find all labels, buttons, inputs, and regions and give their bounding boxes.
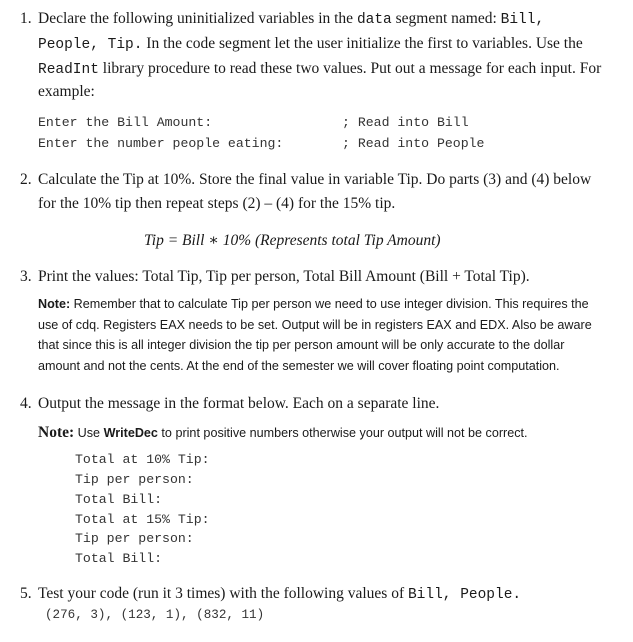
text: library procedure to read these two values. Put out a message for each input. For	[98, 60, 602, 77]
item-3-number: 3.	[20, 268, 32, 285]
item-1-line-3	[38, 60, 601, 78]
item-4-note	[38, 424, 528, 442]
code-comment: ; Read into People	[342, 136, 485, 151]
item-1-line-4: example:	[38, 83, 95, 100]
code-bill: Bill,	[500, 12, 545, 28]
output-line: Tip per person:	[75, 472, 194, 487]
note-line-1	[38, 297, 589, 311]
writedec-label: WriteDec	[103, 426, 158, 440]
item-5-number: 5.	[20, 585, 32, 602]
code-line-left: Enter the Bill Amount:	[38, 115, 213, 130]
output-line: Total Bill:	[75, 492, 163, 507]
item-1-number: 1.	[20, 10, 32, 27]
note-line-4: amount and not the cents. At the end of the semester we will cover floating point computation.	[38, 359, 560, 373]
code-readint: ReadInt	[38, 62, 99, 78]
code-line-left: Enter the number people eating:	[38, 136, 284, 151]
item-1-line-2	[38, 35, 583, 53]
note-line-2: use of cdq. Registers EAX needs to be set. Output will be in registers EAX and EDX. Also be aware	[38, 318, 592, 332]
test-values: (276, 3), (123, 1), (832, 11)	[45, 608, 265, 622]
text: Declare the following uninitialized variables in the	[38, 10, 357, 27]
text: to print positive numbers otherwise your output will not be correct.	[157, 426, 528, 440]
text: Test your code (run it 3 times) with the following values of	[38, 585, 408, 602]
output-line: Total at 15% Tip:	[75, 512, 210, 527]
note-label: Note:	[38, 424, 75, 441]
output-line: Total Bill:	[75, 551, 163, 566]
text: Use	[74, 426, 104, 440]
item-2-line-2: for the 10% tip then repeat steps (2) – (4) for the 15% tip.	[38, 195, 396, 212]
output-line: Total at 10% Tip:	[75, 452, 210, 467]
note-label: Note:	[38, 297, 71, 311]
item-1-line-1	[38, 10, 544, 28]
text: Remember that to calculate Tip per person we need to use integer division. This requires the	[70, 297, 589, 311]
text: segment named:	[391, 10, 501, 27]
item-4-line-1: Output the message in the format below. Each on a separate line.	[38, 395, 440, 412]
item-5-line-1	[38, 585, 521, 603]
item-2-number: 2.	[20, 171, 32, 188]
note-line-3: that since this is all integer division the tip per person amount will be only accurate to the dollar	[38, 338, 565, 352]
code-data: data	[356, 12, 392, 28]
code-bill-people: Bill, People.	[407, 587, 522, 603]
tip-formula: Tip = Bill ∗ 10% (Represents total Tip Amount)	[144, 232, 441, 249]
item-2-line-1: Calculate the Tip at 10%. Store the final value in variable Tip. Do parts (3) and (4) below	[38, 171, 592, 188]
code-people-tip: People, Tip.	[38, 37, 143, 53]
code-comment: ; Read into Bill	[342, 115, 469, 130]
output-line: Tip per person:	[75, 531, 194, 546]
text: In the code segment let the user initialize the first to variables. Use the	[142, 35, 583, 52]
item-3-line-1: Print the values: Total Tip, Tip per person, Total Bill Amount (Bill + Total Tip).	[38, 268, 530, 285]
item-4-number: 4.	[20, 395, 32, 412]
